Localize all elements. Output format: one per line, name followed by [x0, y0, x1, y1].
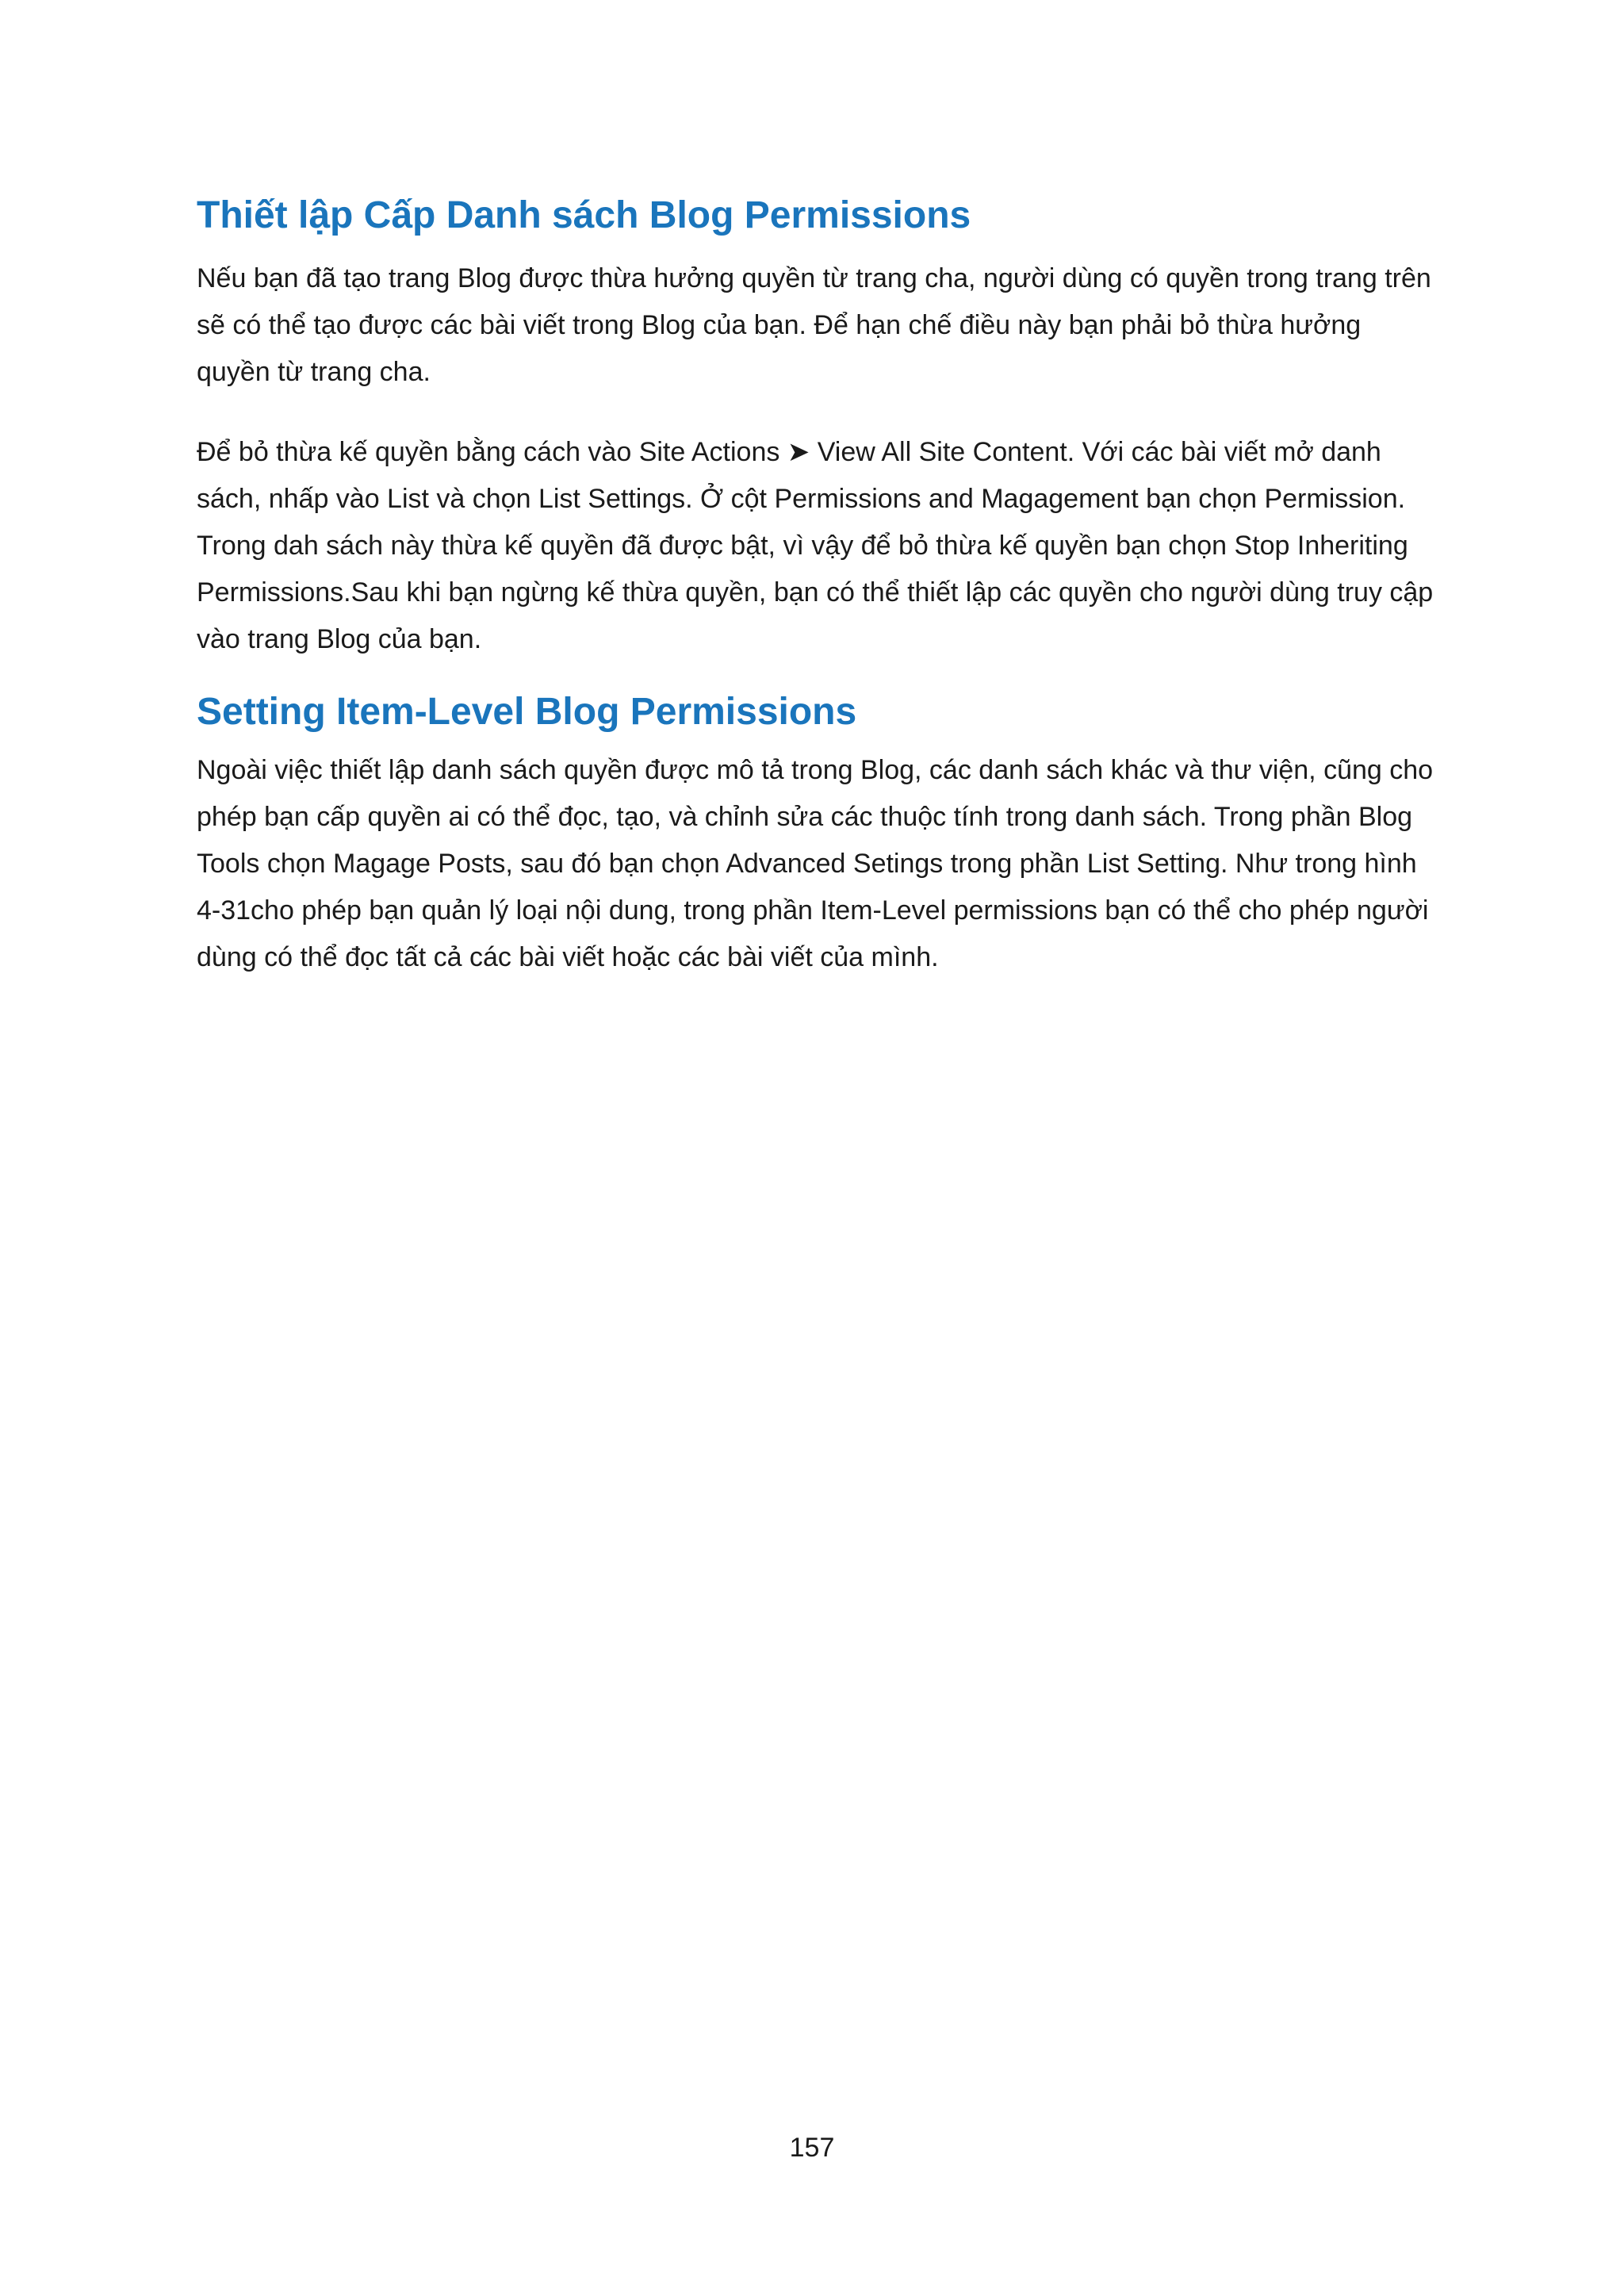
section-heading-item-level-permissions: Setting Item-Level Blog Permissions: [197, 691, 857, 733]
page-number: 157: [789, 2133, 835, 2163]
paragraph-stop-inheriting: Để bỏ thừa kế quyền bằng cách vào Site Actions ➤ View All Site Content. Với các bài viết mở danh sách, nhấp vào List và chọn List Settings. Ở cột Permissions and Magagement bạn chọn Permission. Trong dah sách này thừa kế quyền đã được bật, vì vậy để bỏ thừa kế quyền bạn chọn Stop Inheriting Permissions.Sau khi bạn ngừng kế thừa quyền, bạn có thể thiết lập các quyền cho người dùng truy cập vào trang Blog của bạn.: [197, 437, 1434, 654]
section-heading-list-permissions: Thiết lập Cấp Danh sách Blog Permissions: [197, 194, 971, 236]
paragraph-item-level: Ngoài việc thiết lập danh sách quyền được mô tả trong Blog, các danh sách khác và thư viện, cũng cho phép bạn cấp quyền ai có thể đọc, tạo, và chỉnh sửa các thuộc tính trong danh sách. Trong phần Blog Tools chọn Magage Posts, sau đó bạn chọn Advanced Setings trong phần List Setting. Như trong hình 4-31cho phép bạn quản lý loại nội dung, trong phần Item-Level permissions bạn có thể cho phép người dùng có thể đọc tất cả các bài viết hoặc các bài viết của mình.: [197, 755, 1434, 972]
page-content: [197, 190, 1434, 981]
paragraph-inherit-permissions: Nếu bạn đã tạo trang Blog được thừa hưởng quyền từ trang cha, người dùng có quyền trong trang trên sẽ có thể tạo được các bài viết trong Blog của bạn. Để hạn chế điều này bạn phải bỏ thừa hưởng quyền từ trang cha.: [197, 263, 1431, 387]
